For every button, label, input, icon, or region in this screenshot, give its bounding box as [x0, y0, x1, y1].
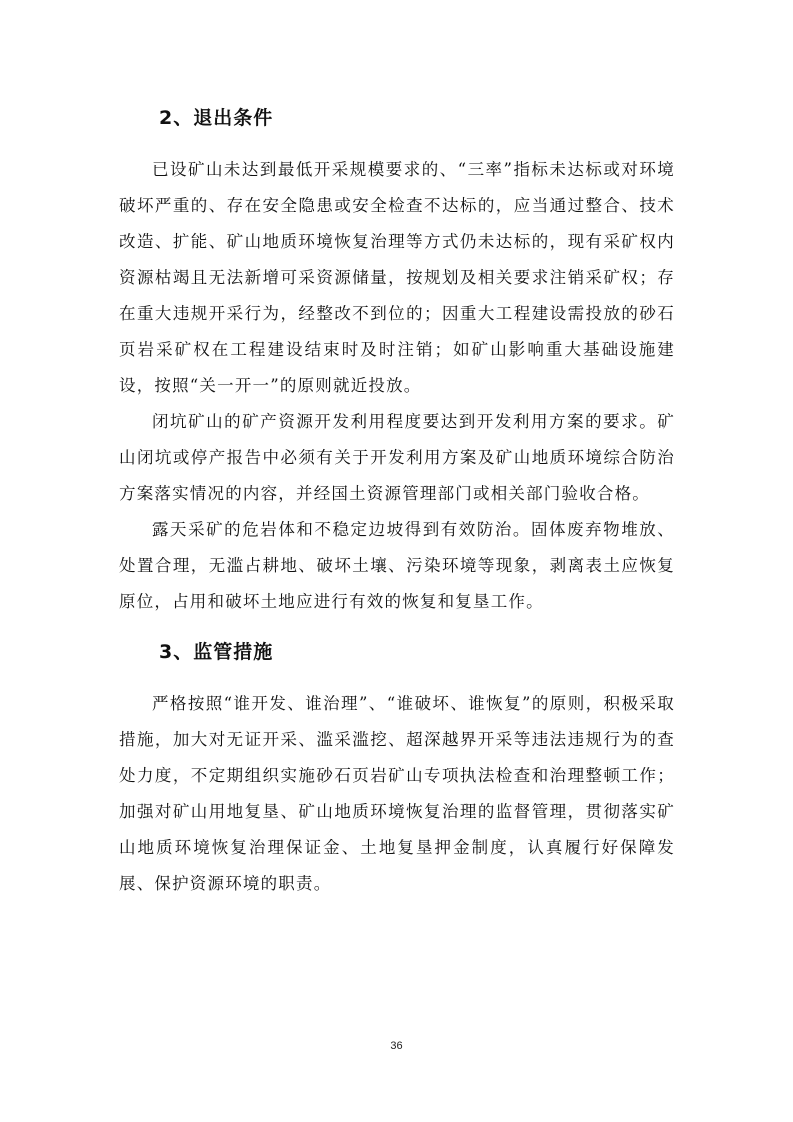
section-2-paragraph-2: 闭坑矿山的矿产资源开发利用程度要达到开发利用方案的要求。矿山闭坑或停产报告中必须有关于开发利用方案及矿山地质环境综合防治方案落实情况的内容，并经国土资源管理部门或相关部门验收合格。: [119, 412, 675, 503]
section-2-paragraph-3: 露天采矿的危岩体和不稳定边坡得到有效防治。固体废弃物堆放、处置合理，无滥占耕地、破坏土壤、污染环境等现象，剥离表土应恢复原位，占用和破坏土地应进行有效的恢复和复垦工作。: [119, 520, 675, 611]
section-2-heading: 2、退出条件: [159, 107, 274, 129]
page-content: [119, 100, 675, 902]
page-number: 36: [390, 1040, 403, 1052]
section-3-paragraph-1: 严格按照“谁开发、谁治理”、“谁破坏、谁恢复”的原则，积极采取措施，加大对无证开采、滥采滥挖、超深越界开采等违法违规行为的查处力度，不定期组织实施砂石页岩矿山专项执法检查和治理整顿工作；加强对矿山用地复垦、矿山地质环境恢复治理的监督管理，贯彻落实矿山地质环境恢复治理保证金、土地复垦押金制度，认真履行好保障发展、保护资源环境的职责。: [119, 694, 675, 893]
section-2-paragraph-1: 已设矿山未达到最低开采规模要求的、“三率”指标未达标或对环境破坏严重的、存在安全隐患或安全检查不达标的，应当通过整合、技术改造、扩能、矿山地质环境恢复治理等方式仍未达标的，现有采矿权内资源枯竭且无法新增可采资源储量，按规划及相关要求注销采矿权；存在重大违规开采行为，经整改不到位的；因重大工程建设需投放的砂石页岩采矿权在工程建设结束时及时注销；如矿山影响重大基础设施建设，按照“关一开一”的原则就近投放。: [119, 160, 675, 395]
section-3-heading: 3、监管措施: [159, 641, 274, 663]
